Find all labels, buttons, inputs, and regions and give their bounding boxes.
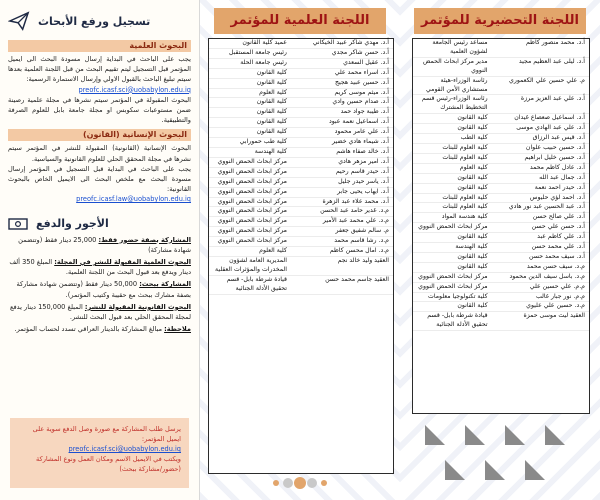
member-name: م.د. حسين علي عليوي <box>526 302 585 310</box>
committee-member-row <box>413 312 589 331</box>
notice-email-link[interactable]: preofc.icasf.sci@uobabylon.edu.iq <box>68 445 181 453</box>
committee-member-row <box>209 178 393 188</box>
member-affiliation: رئاسة الوزراء-رئيس قسم التخطيط المشترك <box>421 95 488 112</box>
wages-header <box>0 207 199 233</box>
member-affiliation: كلية طب حمورابي <box>239 138 287 146</box>
member-affiliation: رئاسة الوزراء-هيئة مستشاري الأمن القومي <box>426 76 488 93</box>
paper-plane-icon <box>8 10 30 32</box>
committee-member-row <box>413 95 589 114</box>
committee-member-row <box>413 223 589 233</box>
wage-value: المبلغ 350 ألف دينار ويدفع بعد قبول البحث من اللجنة العلمية. <box>9 258 191 277</box>
committee-member-row <box>413 243 589 253</box>
committee-member-row <box>209 89 393 99</box>
wage-label: البحوث القانونية المقبولة للنشر: <box>84 302 191 311</box>
member-name: م.م. نور جبار غالب <box>535 292 585 300</box>
committee-member-row <box>413 174 589 184</box>
committee-member-row <box>209 158 393 168</box>
member-affiliation: كلية القانون <box>457 252 488 260</box>
member-name: أ.د. اسماعيل صعصاع غيدان <box>514 114 585 122</box>
committee-member-row <box>209 128 393 138</box>
member-affiliation: كلية القانون <box>457 302 488 310</box>
committee-member-row <box>209 49 393 59</box>
member-name: أ.د. حسن علي حسن <box>531 223 585 231</box>
member-affiliation: كلية الهندسة <box>254 147 287 155</box>
member-affiliation: كلية الطب <box>460 134 488 142</box>
member-affiliation: مركز ابحاث الحمض النووي <box>217 207 287 215</box>
member-name: أ.د. علي صالح حسن <box>532 213 585 221</box>
preparatory-committee-list <box>412 38 590 414</box>
member-name: أ.د. علي عامر محمود <box>334 128 389 136</box>
committee-member-row <box>413 154 589 164</box>
member-name: م.د. غدير حامد عبد الحسن <box>320 207 389 215</box>
member-name: أ.د. سيف محمد حسن <box>529 252 585 260</box>
member-affiliation: كلية القانون <box>256 118 287 126</box>
committee-member-row <box>209 207 393 217</box>
committee-member-row <box>209 198 393 208</box>
wage-item <box>8 324 191 334</box>
member-affiliation: كلية العلوم <box>459 163 488 171</box>
member-name: أ.د. حيدر قاسم رحيم <box>335 167 389 175</box>
member-name: أ.د. ياسر حيدر جليل <box>338 177 389 185</box>
member-name: أ.د. حسين حبيب علوان <box>525 143 585 151</box>
member-affiliation: مركز ابحاث الحمض النووي <box>217 227 287 235</box>
wage-value: مبالغ المشاركة بالدينار العراقي تسدد لحساب المؤتمر. <box>14 325 162 334</box>
scientific-committee-list <box>208 38 394 474</box>
notice-line-2: ويكتب في الايميل الاسم ومكان العمل ونوع المشاركة (حضور/مشاركة ببحث) <box>36 455 181 473</box>
committee-member-row <box>413 58 589 77</box>
scientific-paragraph-1: يجب على الباحث في البداية إرسال مسودة البحث الى ايميل المؤتمر قبل التسجيل ليتم تقييم البحث من قبل اللجنة العلمية بعدها سيتم تبليغ الباحث بالقبول الاولي وإرسال الاستمارة الرسمية: <box>8 55 191 84</box>
committee-member-row <box>413 77 589 96</box>
wage-value: 25,000 دينار فقط (وتتضمن شهادة مشاركة) <box>18 235 191 254</box>
member-affiliation: كلية القانون <box>457 114 488 122</box>
member-name: أ.د. اسماعيل نعمة عبود <box>328 118 389 126</box>
member-name: أ.د. صدام حسين وادي <box>332 98 389 106</box>
member-name: أ.د. حيدر احمد نعمة <box>534 183 585 191</box>
member-name: أ.د. ميثم موسى كريم <box>334 88 389 96</box>
member-affiliation: مركز ابحاث الحمض النووي <box>217 187 287 195</box>
member-name: أ.د. عادل كاظم محمد <box>529 163 585 171</box>
scientific-committee-title: اللجنة العلمية للمؤتمر <box>214 8 386 34</box>
wage-item <box>8 235 191 255</box>
member-name: أ.د. حسن شاكر مجدي <box>331 48 389 56</box>
member-affiliation: كلية القانون <box>457 183 488 191</box>
member-affiliation: رئيس جامعة الحلة <box>240 58 287 66</box>
member-name: العقيد ليث موسى حمزة <box>523 312 585 320</box>
committee-member-row <box>413 302 589 312</box>
member-name: م.د. رشا قاسم محمد <box>334 237 389 245</box>
wage-item <box>8 257 191 277</box>
committee-member-row <box>209 188 393 198</box>
humanities-paragraph-1: البحوث الإنسانية (القانونية) المقبولة للنشر في المؤتمر سيتم نشرها في مجلة المحقق الحلي للعلوم القانونية والسياسية. <box>8 144 191 163</box>
member-name: أ.د. قيس عبد الرزاق <box>532 134 585 142</box>
member-affiliation: كلية العلوم للبنات <box>442 193 488 201</box>
money-icon <box>8 217 28 231</box>
member-affiliation: كلية العلوم للبنات <box>442 143 488 151</box>
member-name: أ.د. عقيل السعدي <box>343 58 389 66</box>
member-name: م. علي حسين علي الكعموري <box>509 76 585 84</box>
committee-member-row <box>209 217 393 227</box>
committee-member-row <box>413 253 589 263</box>
committee-member-row <box>209 69 393 79</box>
member-name: أ.د. شيماء هادي خضير <box>332 138 389 146</box>
humanities-instructions <box>8 143 191 204</box>
committee-member-row <box>209 237 393 247</box>
member-name: أ.د. حسين عبيد هجيج <box>334 78 389 86</box>
committee-member-row <box>413 124 589 134</box>
member-affiliation: كلية تكنولوجيا معلومات <box>428 292 488 300</box>
wage-label: ملاحظة: <box>164 325 191 334</box>
member-affiliation: مركز ابحاث الحمض النووي <box>418 223 488 231</box>
wage-label: المشاركة بصفة حضور فقط: <box>98 235 191 244</box>
member-affiliation: مركز ابحاث الحمض النووي <box>217 177 287 185</box>
wage-item <box>8 279 191 299</box>
member-name: العقيد جاسم محمد حسن <box>325 275 389 283</box>
member-name: م. سالم شفيق جعفر <box>335 227 389 235</box>
member-name: أ.د. عبد الحسين عبد نور هادي <box>508 203 585 211</box>
member-name: أ.د. طيبة جواد حمد <box>340 108 389 116</box>
member-affiliation: كلية القانون <box>457 262 488 270</box>
member-name: م.د. باسل سيف الدين محمود <box>509 272 585 280</box>
notice-line-1: يرسل طلب المشاركة مع صورة وصل الدفع سوية على ايميل المؤتمر: <box>32 425 181 443</box>
committee-member-row <box>413 293 589 303</box>
committee-member-row <box>413 144 589 154</box>
scientific-instructions <box>8 54 191 125</box>
committee-member-row <box>209 276 393 295</box>
wage-label: البحوث العلمية المقبولة للنشر في المجلة: <box>54 258 191 267</box>
member-name: م.د. امال محسن كاظم <box>329 247 389 255</box>
member-affiliation: مركز ابحاث الحمض النووي <box>217 217 287 225</box>
member-affiliation: كلية القانون <box>256 108 287 116</box>
scientific-committee-panel <box>200 0 400 500</box>
member-affiliation: كلية العلوم <box>259 247 287 255</box>
member-affiliation: كلية القانون <box>457 173 488 181</box>
scientific-research-heading: البحوث العلمية <box>8 40 191 52</box>
wages-list <box>8 235 191 335</box>
member-affiliation: كلية العلوم للبنات <box>442 153 488 161</box>
member-name: م.م. علي حسين علي <box>529 282 585 290</box>
member-affiliation: كلية القانون <box>256 68 287 76</box>
member-name: أ.د. خالد صفاء هاشم <box>336 147 389 155</box>
committee-member-row <box>413 283 589 293</box>
geometric-pattern-icon <box>420 420 580 490</box>
committee-member-row <box>209 39 393 49</box>
member-name: أ.د. امير مزهر هادي <box>338 157 389 165</box>
humanities-research-heading: البحوث الإنسانية (القانون) <box>8 129 191 141</box>
committee-member-row <box>413 164 589 174</box>
member-name: أ.د. محمد منصور كاظم <box>525 39 585 46</box>
law-email-link[interactable]: preofc.icasf.law@uobabylon.edu.iq <box>76 195 191 204</box>
committee-member-row <box>209 227 393 237</box>
member-name: أ.د. اسراء محمد علي <box>334 68 389 76</box>
committee-member-row <box>413 203 589 213</box>
member-affiliation: كلية العلوم للبنات <box>442 203 488 211</box>
member-affiliation: مساعد رئيس الجامعة لشؤون العلمية <box>432 39 488 55</box>
member-affiliation: عميد كلية القانون <box>242 39 287 46</box>
committee-member-row <box>413 194 589 204</box>
committee-member-row <box>413 39 589 58</box>
member-affiliation: مركز ابحاث الحمض النووي <box>418 272 488 280</box>
member-name: أ.د. مهدي شاكر عبيد الخيكاني <box>312 39 389 46</box>
wage-value: المبلغ 150,000 دينار يدفع لمجلة المحقق الحلي بعد قبول البحث للنشر. <box>9 302 191 322</box>
member-affiliation: كلية هندسة المواد <box>441 213 488 221</box>
member-affiliation: كلية القانون <box>256 78 287 86</box>
committee-member-row <box>413 233 589 243</box>
member-affiliation: رئيس جامعة المستقبل <box>228 48 287 56</box>
member-name: أ.د. حسين خليل ابراهيم <box>524 153 585 161</box>
committee-member-row <box>209 138 393 148</box>
committee-member-row <box>413 184 589 194</box>
committee-member-row <box>209 168 393 178</box>
committee-member-row <box>209 247 393 257</box>
member-affiliation: المديرية العامة لشؤون المخدرات والمؤثرات العقلية <box>215 256 287 273</box>
committee-member-row <box>413 263 589 273</box>
member-name: أ.د. علي عبد الهادي موسى <box>516 124 585 132</box>
committee-member-row <box>209 118 393 128</box>
committee-member-row <box>209 108 393 118</box>
member-affiliation: كلية القانون <box>256 128 287 136</box>
wage-item <box>8 302 191 322</box>
member-name: أ.د. علي محمد حسن <box>531 243 585 251</box>
submission-notice <box>10 418 189 488</box>
wages-title: الأجور والدفع <box>36 217 109 231</box>
scientific-paragraph-2: البحوث المقبولة في المؤتمر سيتم نشرها في مجلة علمية رصينة ضمن مستوعبات سكوبس او مجلة جامعة بابل للعلوم الصرفة والتطبيقية. <box>8 95 191 125</box>
member-affiliation: مركز ابحاث الحمض النووي <box>217 197 287 205</box>
member-name: م.د. علي محمد عبد الأمير <box>322 217 389 225</box>
committee-member-row <box>209 79 393 89</box>
member-affiliation: كلية القانون <box>256 98 287 106</box>
flower-ornament-icon <box>260 470 340 496</box>
member-affiliation: كلية الهندسة <box>455 243 488 251</box>
member-affiliation: مركز ابحاث الحمض النووي <box>217 157 287 165</box>
member-affiliation: مدير مركز ابحاث الحمض النووي <box>422 57 488 74</box>
committee-member-row <box>413 213 589 223</box>
member-affiliation: قيادة شرطة بابل- قسم تحقيق الأدلة الجنائية <box>427 312 488 329</box>
member-name: أ.د. محمد علاء عبد الزهرة <box>322 197 389 205</box>
member-name: م.د. سيف حسن محمد <box>526 262 585 270</box>
committee-member-row <box>413 273 589 283</box>
member-affiliation: كلية القانون <box>457 124 488 132</box>
registration-title: تسجيل ورفع الأبحاث <box>38 14 151 28</box>
preparatory-committee-title: اللجنة التحضيرية للمؤتمر <box>414 8 586 34</box>
wage-label: المشاركة ببحث: <box>139 280 191 289</box>
member-name: أ.د. جمال عبد الله <box>539 173 585 181</box>
member-name: أ.د. علي عبد العزيز مرزة <box>520 95 585 103</box>
scientific-email-link[interactable]: preofc.icasf.sci@uobabylon.edu.iq <box>78 85 191 94</box>
wage-value: 50,000 دينار فقط (وتتضمن شهادة مشاركة بصفة مشارك ببحث مع حقيبة وكتيب المؤتمر). <box>16 280 191 299</box>
committee-member-row <box>413 114 589 124</box>
humanities-paragraph-2: يجب على الباحث في البداية قبل التسجيل في المؤتمر إرسال مسودة البحث مع ملخص البحث الى الايميل الخاص بالبحوث القانونية: <box>8 164 191 194</box>
member-name: العقيد وليد خالد نجم <box>337 256 389 264</box>
committee-member-row <box>413 134 589 144</box>
registration-panel <box>0 0 200 500</box>
member-affiliation: مركز ابحاث الحمض النووي <box>217 237 287 245</box>
member-name: أ.د. احمد لؤي حليوس <box>529 193 585 201</box>
member-affiliation: مركز ابحاث الحمض النووي <box>418 282 488 290</box>
member-name: أ.د. ليلى عبد العظيم مجيد <box>518 57 585 65</box>
member-name: أ.د. علي كاظم عبد <box>537 233 585 241</box>
committee-member-row <box>209 148 393 158</box>
preparatory-committee-panel <box>400 0 600 500</box>
committee-member-row <box>209 59 393 69</box>
committee-member-row <box>209 257 393 276</box>
member-affiliation: كلية القانون <box>457 233 488 241</box>
committee-member-row <box>209 98 393 108</box>
member-affiliation: قيادة شرطة بابل- قسم تحقيق الأدلة الجنائية <box>226 275 287 292</box>
member-affiliation: كلية العلوم <box>259 88 287 96</box>
member-affiliation: مركز ابحاث الحمض النووي <box>217 167 287 175</box>
registration-header <box>0 0 199 36</box>
member-name: أ.د. ايهاب يحيى جابر <box>337 187 389 195</box>
